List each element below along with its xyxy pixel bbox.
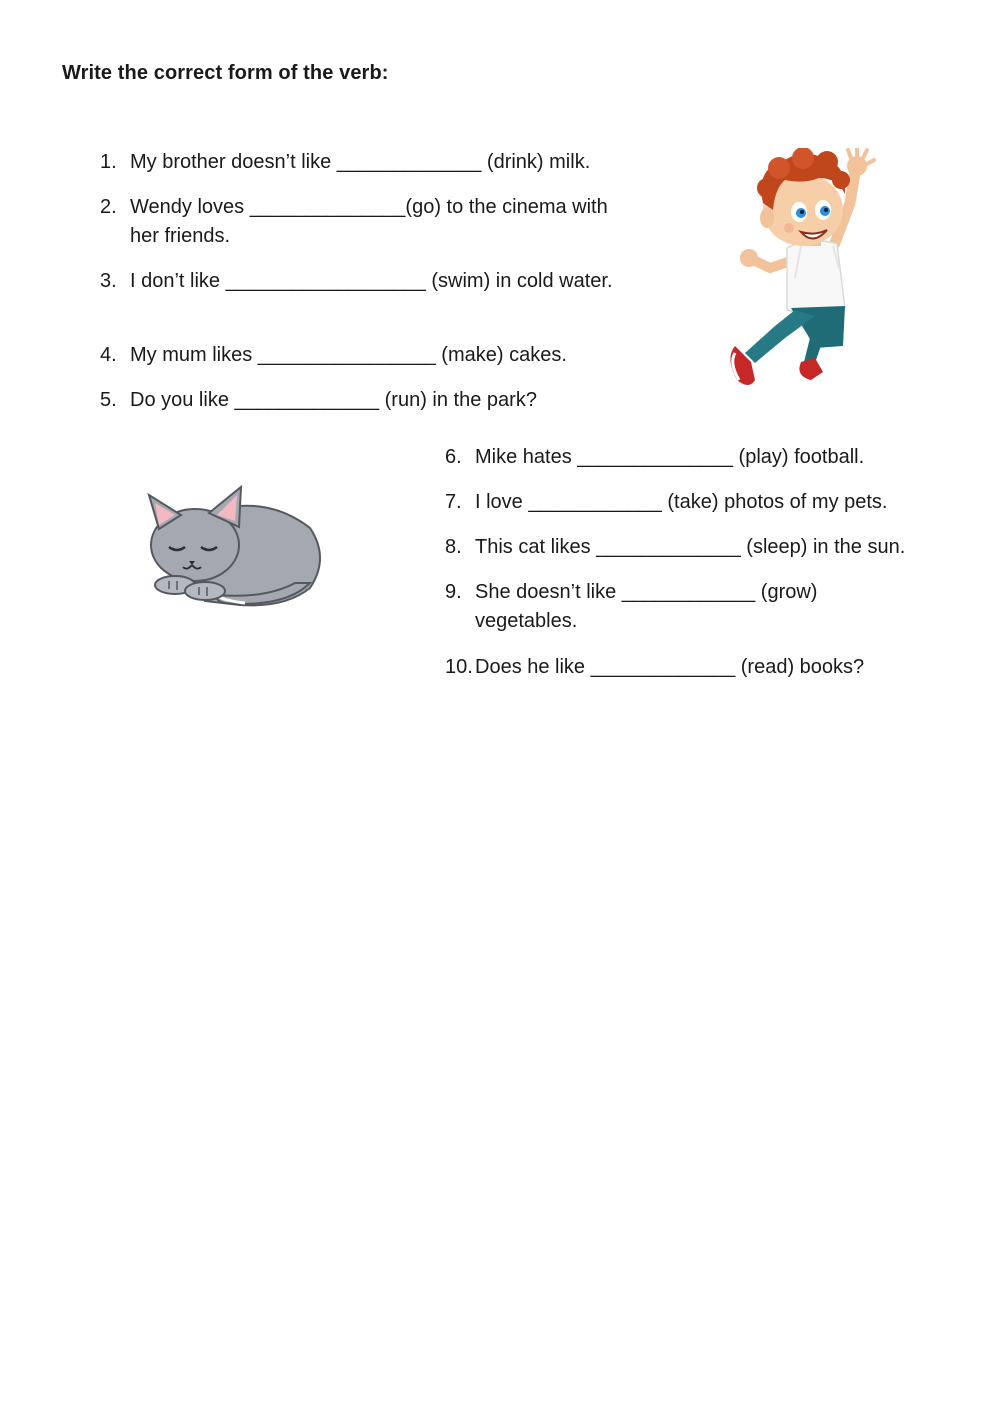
exercise-item-6 — [445, 443, 945, 472]
exercise-item-5 — [100, 386, 620, 415]
item-sentence: Wendy loves ______________(go) to the cinema with her friends. — [130, 196, 608, 247]
exercise-item-7 — [445, 488, 945, 517]
exercise-item-10 — [445, 653, 945, 682]
item-number: 2. — [100, 196, 117, 218]
item-sentence: Does he like _____________ (read) books? — [475, 656, 865, 678]
jumping-boy-illustration — [715, 148, 880, 393]
item-number: 10. — [445, 656, 473, 678]
item-sentence: My brother doesn’t like _____________ (drink) milk. — [130, 151, 591, 173]
item-number: 4. — [100, 344, 117, 366]
exercise-item-8 — [445, 533, 945, 562]
item-sentence: This cat likes _____________ (sleep) in the sun. — [475, 536, 906, 558]
sleeping-cat-illustration — [145, 483, 325, 613]
item-number: 5. — [100, 389, 117, 411]
exercise-item-9 — [445, 578, 875, 636]
item-number: 9. — [445, 581, 462, 603]
item-sentence: Do you like _____________ (run) in the park? — [130, 389, 537, 411]
worksheet-title: Write the correct form of the verb: — [62, 62, 389, 84]
item-number: 1. — [100, 151, 117, 173]
item-sentence: Mike hates ______________ (play) football. — [475, 446, 865, 468]
exercise-item-2 — [100, 193, 620, 251]
item-sentence: I love ____________ (take) photos of my pets. — [475, 491, 888, 513]
item-sentence: I don’t like __________________ (swim) in cold water. — [130, 270, 613, 292]
exercise-item-3 — [100, 267, 620, 296]
item-number: 6. — [445, 446, 462, 468]
item-sentence: She doesn’t like ____________ (grow) vegetables. — [475, 581, 818, 632]
item-number: 3. — [100, 270, 117, 292]
exercise-item-4 — [100, 341, 620, 370]
exercise-item-1 — [100, 148, 620, 177]
item-sentence: My mum likes ________________ (make) cakes. — [130, 344, 567, 366]
item-number: 7. — [445, 491, 462, 513]
item-number: 8. — [445, 536, 462, 558]
